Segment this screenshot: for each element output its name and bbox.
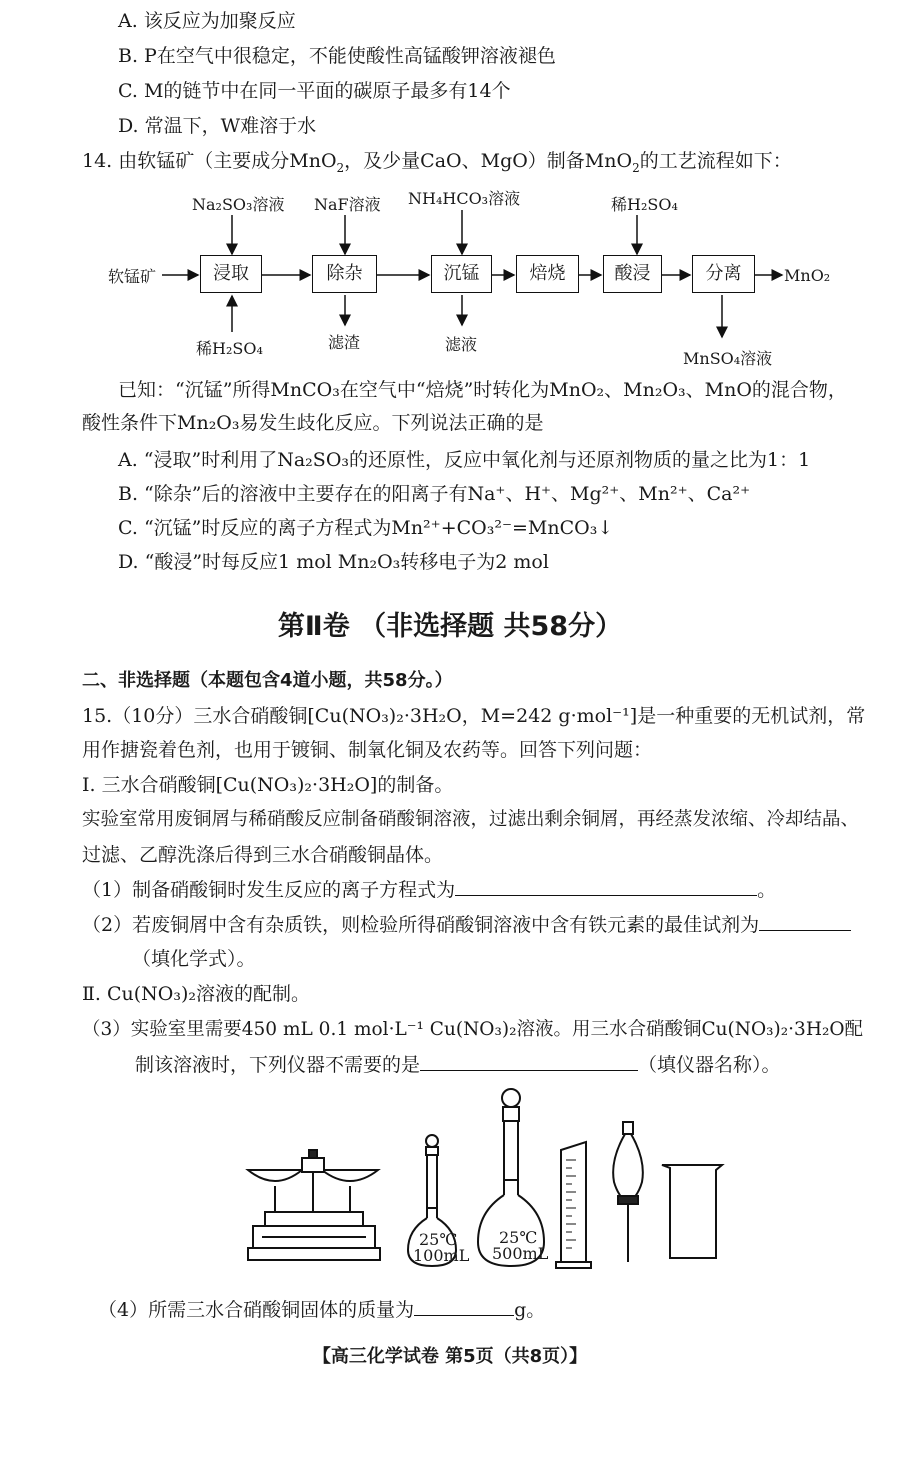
q15-desc-1: 实验室常用废铜屑与稀硝酸反应制备硝酸铜溶液，过滤出剩余铜屑，再经蒸发浓缩、冷却结晶、 [82, 809, 860, 830]
page-footer: 【高三化学试卷 第5页（共8页）】 [312, 1346, 588, 1367]
q15-q1-answer-blank[interactable] [455, 877, 757, 896]
beaker-icon [662, 1165, 722, 1258]
flow-output: MnO₂ [784, 266, 831, 285]
flow-step-acid-leach: 酸浸 [603, 255, 662, 293]
flow-step-leach: 浸取 [200, 255, 262, 293]
q15-q1: （1）制备硝酸铜时发生反应的离子方程式为 。 [82, 879, 777, 901]
q13-option-c: C. M的链节中在同一平面的碳原子最多有14个 [118, 80, 511, 102]
q15-stem-1: 15.（10分）三水合硝酸铜[Cu(NO₃)₂·3H₂O，M=242 g·mol⁻¹]是一种重要的无机试剂，常 [82, 705, 866, 727]
q15-q2: （2）若废铜屑中含有杂质铁，则检验所得硝酸铜溶液中含有铁元素的最佳试剂为 [82, 912, 851, 938]
q14-option-b: B. “除杂”后的溶液中主要存在的阳离子有Na⁺、H⁺、Mg²⁺、Mn²⁺、Ca²⁺ [118, 483, 751, 505]
reagent-leach-top: Na₂SO₃溶液 [192, 195, 285, 214]
flask-large-temp: 25℃ [499, 1228, 538, 1247]
section2-heading: 二、非选择题（本题包含4道小题，共58分。） [82, 670, 453, 691]
flow-step-separate: 分离 [692, 255, 755, 293]
graduated-cylinder-icon [556, 1142, 591, 1268]
flask-small-volume: 100mL [413, 1246, 470, 1265]
q15-q4-answer-blank[interactable] [414, 1297, 514, 1316]
q15-q2-answer-blank[interactable] [759, 912, 851, 931]
q13-option-b: B. P在空气中很稳定，不能使酸性高锰酸钾溶液褪色 [118, 45, 556, 67]
separatory-funnel-icon [613, 1122, 643, 1262]
flow-input: 软锰矿 [108, 267, 157, 286]
balance-icon [248, 1150, 380, 1260]
reagent-acid: 稀H₂SO₄ [611, 195, 678, 214]
q14-option-a: A. “浸取”时利用了Na₂SO₃的还原性，反应中氧化剂与还原剂物质的量之比为1：1 [118, 449, 811, 471]
q15-desc-2: 过滤、乙醇洗涤后得到三水合硝酸铜晶体。 [82, 844, 444, 866]
part2-title: 第Ⅱ卷 （非选择题 共58分） [277, 611, 623, 642]
out-precipitate-filtrate: 滤液 [445, 335, 478, 354]
q13-option-d: D. 常温下，W难溶于水 [118, 115, 317, 137]
q15-q4: （4）所需三水合硝酸铜固体的质量为 g。 [98, 1299, 546, 1321]
q14-option-c: C. “沉锰”时反应的离子方程式为Mn²⁺+CO₃²⁻=MnCO₃↓ [118, 517, 614, 539]
q15-part1-heading: Ⅰ. 三水合硝酸铜[Cu(NO₃)₂·3H₂O]的制备。 [82, 774, 454, 796]
flask-large-volume: 500mL [492, 1244, 549, 1263]
q13-option-a: A. 该反应为加聚反应 [118, 10, 296, 32]
reagent-leach-bottom: 稀H₂SO₄ [196, 339, 263, 358]
reagent-precipitate: NH₄HCO₃溶液 [408, 189, 521, 208]
flask-small-temp: 25℃ [419, 1230, 458, 1249]
out-purify-residue: 滤渣 [328, 333, 361, 352]
flow-step-purify: 除杂 [312, 255, 377, 293]
q14-stem: 14. 由软锰矿（主要成分MnO$_2$，及少量CaO、MgO）制备MnO$_2$的工艺流程如下： [82, 150, 792, 175]
q14-option-d: D. “酸浸”时每反应1 mol Mn₂O₃转移电子为2 mol [118, 551, 549, 573]
q15-q2-cont: （填化学式）。 [132, 948, 256, 970]
q15-part2-heading: Ⅱ. Cu(NO₃)₂溶液的配制。 [82, 983, 311, 1005]
q15-q3-answer-blank[interactable] [420, 1052, 638, 1071]
q14-known-1: 已知：“沉锰”所得MnCO₃在空气中“焙烧”时转化为MnO₂、Mn₂O₃、MnO的混合物， [118, 379, 847, 401]
flow-step-roast: 焙烧 [516, 255, 579, 293]
out-separate-solution: MnSO₄溶液 [683, 349, 773, 368]
reagent-purify: NaF溶液 [314, 195, 381, 214]
flow-step-precipitate: 沉锰 [431, 255, 492, 293]
q14-known-2: 酸性条件下Mn₂O₃易发生歧化反应。下列说法正确的是 [82, 412, 544, 434]
q15-q3-line1: （3）实验室里需要450 mL 0.1 mol·L⁻¹ Cu(NO₃)₂溶液。用三水合硝酸铜Cu(NO₃)₂·3H₂O配 [82, 1019, 864, 1040]
q15-q3-line2: 制该溶液时，下列仪器不需要的是 （填仪器名称）。 [135, 1054, 781, 1076]
q15-stem-2: 用作搪瓷着色剂，也用于镀铜、制氧化铜及农药等。回答下列问题： [82, 739, 653, 761]
